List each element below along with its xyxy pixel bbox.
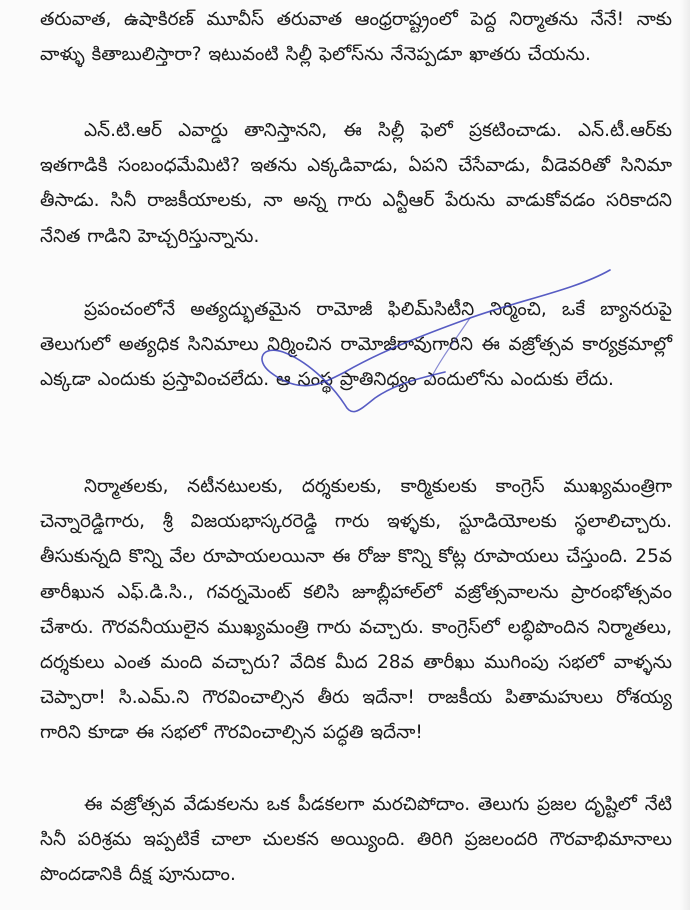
paragraph-2: ఎన్.టి.ఆర్ ఎవార్డు తానిస్తానని, ఈ సిల్లీ ఫెలో ప్రకటించాడు. ఎన్.టీ.ఆర్‌కు ఇతగాడికి సంబంధమేమిటి? ఇతను ఎక్కడివాడు, ఏపని చేసేవాడు, వీడెవరితో సినిమా తీసాడు. సినీ రాజకీయాలకు, నా అన్న గారు ఎన్టీఆర్ పేరును వాడుకోవడం సరికాదని నేనిత గాడిని హెచ్చరిస్తున్నాను. [40,120,672,247]
paragraph-3: ప్రపంచంలోనే అత్యద్భుతమైన రామోజీ ఫిలిమ్‌సిటీని నిర్మించి, ఒకే బ్యానరుపై తెలుగులో అత్యధిక సినిమాలు నిర్మించిన రామోజీరావుగారిని ఈ వజ్రోత్సవ కార్యక్రమాల్లో ఎక్కడా ఎందుకు ప్రస్తావించలేదు. ఆ సంస్థ ప్రాతినిధ్యం ఎందులోను ఎందుకు లేదు. [40,299,672,391]
paragraph-5: ఈ వజ్రోత్సవ వేడుకలను ఒక పీడకలగా మరచిపోదాం. తెలుగు ప్రజల దృష్టిలో నేటి సినీ పరిశ్రమ ఇప్పటికే చాలా చులకన అయ్యింది. తిరిగి ప్రజలందరి గౌరవాభిమానాలు పొందడానికి దీక్ష పూనుదాం. [40,794,672,886]
paragraph-4: నిర్మాతలకు, నటీనటులకు, దర్శకులకు, కార్మికులకు కాంగ్రెస్ ముఖ్యమంత్రిగా చెన్నారెడ్డిగారు, శ్రీ విజయభాస్కరరెడ్డి గారు ఇళ్ళకు, స్టూడియోలకు స్థలాలిచ్చారు. తీసుకున్నది కొన్ని వేల రూపాయలయినా ఈ రోజు కొన్ని కోట్ల రూపాయలు చేస్తుంది. 25వ తారీఖున ఎఫ్.డి.సి., గవర్నమెంట్ కలిసి జూబ్లీహాల్‌లో వజ్రోత్సవాలను ప్రారంభోత్సవం చేశారు. గౌరవనీయులైన ముఖ్యమంత్రి గారు వచ్చారు. కాంగ్రెస్‌లో లబ్ధిపొందిన నిర్మాతలు, దర్శకులు ఎంత మంది వచ్చారు? వేదిక మీద 28వ తారీఖు ముగింపు సభలో వాళ్ళను చెప్పారా! సి.ఎమ్.ని గౌరవించాల్సిన తీరు ఇదేనా! రాజకీయ పితామహులు రోశయ్య గారిని కూడా ఈ సభలో గౌరవించాల్సిన పద్ధతి ఇదేనా! [40,476,672,744]
paragraph-1: తరువాత, ఉషాకిరణ్ మూవీస్ తరువాత ఆంధ్రరాష్ట్రంలో పెద్ద నిర్మాతను నేనే! నాకు వాళ్ళు కితాబులిస్తారా? ఇటువంటి సిల్లీ ఫెలోస్‌ను నేనెప్పడూ ఖాతరు చేయను. [40,9,672,66]
page-edge-shadow [680,0,690,910]
